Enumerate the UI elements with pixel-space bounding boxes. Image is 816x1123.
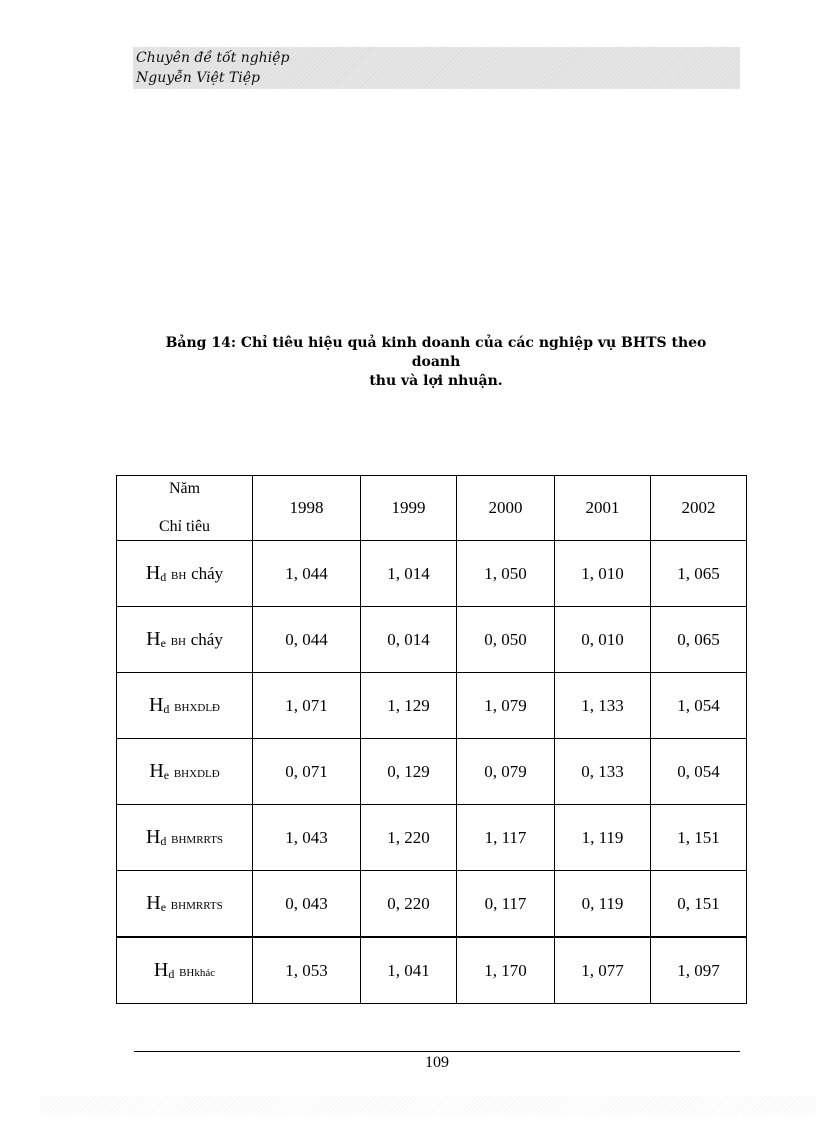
value-cell: 1, 097 — [651, 937, 747, 1004]
efficiency-table — [116, 475, 747, 1004]
value-cell: 1, 079 — [457, 673, 555, 739]
value-cell: 1, 170 — [457, 937, 555, 1004]
table-row — [117, 541, 747, 607]
value-cell: 0, 050 — [457, 607, 555, 673]
indicator-label: BH — [171, 570, 187, 582]
year-header: 2000 — [457, 476, 555, 541]
year-header: 2001 — [555, 476, 651, 541]
value-cell: 1, 044 — [253, 541, 361, 607]
year-header: 1998 — [253, 476, 361, 541]
indicator-symbol: H — [146, 892, 161, 914]
table-row — [117, 739, 747, 805]
value-cell: 0, 220 — [361, 871, 457, 938]
value-cell: 0, 151 — [651, 871, 747, 938]
value-cell: 1, 119 — [555, 805, 651, 871]
value-cell: 0, 043 — [253, 871, 361, 938]
indicator-cell — [117, 607, 253, 673]
indicator-subscript: e — [160, 636, 166, 650]
table-header-row — [117, 476, 747, 541]
value-cell: 0, 119 — [555, 871, 651, 938]
value-cell: 1, 043 — [253, 805, 361, 871]
value-cell: 0, 129 — [361, 739, 457, 805]
value-cell: 1, 220 — [361, 805, 457, 871]
indicator-subscript: e — [160, 900, 167, 914]
page-number: 109 — [425, 1054, 449, 1071]
value-cell: 1, 071 — [253, 673, 361, 739]
indicator-tail: cháy — [190, 630, 223, 649]
indicator-cell — [117, 871, 253, 938]
footer-divider — [134, 1051, 740, 1052]
indicator-label: BHXDLĐ — [173, 768, 220, 780]
table-row — [117, 871, 747, 938]
caption-line-1: Bảng 14: Chỉ tiêu hiệu quả kinh doanh của các nghiệp vụ BHTS theo doanh — [165, 335, 707, 370]
indicator-symbol: H — [145, 562, 161, 584]
header-title: Chuyên đề tốt nghiệp — [136, 50, 290, 66]
value-cell: 1, 014 — [361, 541, 457, 607]
bottom-shading — [40, 1096, 816, 1116]
value-cell: 0, 071 — [253, 739, 361, 805]
indicator-cell — [117, 739, 253, 805]
value-cell: 0, 117 — [457, 871, 555, 938]
indicator-symbol: H — [149, 760, 164, 782]
year-header: 1999 — [361, 476, 457, 541]
table-row — [117, 805, 747, 871]
value-cell: 1, 065 — [651, 541, 747, 607]
value-cell: 1, 053 — [253, 937, 361, 1004]
indicator-symbol: H — [146, 628, 161, 650]
indicator-label: BHMRRTS — [170, 900, 223, 912]
corner-year-label: Năm — [168, 480, 201, 497]
indicator-symbol: H — [148, 694, 164, 716]
caption-line-2: thu và lợi nhuận. — [369, 373, 503, 389]
indicator-subscript: d — [168, 967, 175, 981]
value-cell: 1, 151 — [651, 805, 747, 871]
indicator-subscript: d — [160, 834, 167, 848]
indicator-symbol: H — [145, 826, 161, 848]
value-cell: 1, 050 — [457, 541, 555, 607]
value-cell: 1, 117 — [457, 805, 555, 871]
table-row — [117, 937, 747, 1004]
value-cell: 0, 054 — [651, 739, 747, 805]
indicator-cell — [117, 673, 253, 739]
year-header: 2002 — [651, 476, 747, 541]
table-row — [117, 673, 747, 739]
header-author: Nguyễn Việt Tiệp — [136, 70, 260, 86]
indicator-cell — [117, 541, 253, 607]
indicator-label: BH — [170, 636, 186, 648]
indicator-label: BHMRRTS — [171, 834, 224, 846]
indicator-cell — [117, 805, 253, 871]
value-cell: 0, 133 — [555, 739, 651, 805]
table-caption — [140, 334, 732, 391]
indicator-cell — [117, 937, 253, 1004]
indicator-subscript: d — [163, 702, 170, 716]
indicator-label: BHkhác — [179, 967, 216, 979]
value-cell: 0, 044 — [253, 607, 361, 673]
value-cell: 1, 041 — [361, 937, 457, 1004]
value-cell: 1, 129 — [361, 673, 457, 739]
indicator-symbol: H — [153, 959, 169, 981]
indicator-label: BHXDLĐ — [174, 702, 221, 714]
indicator-subscript: e — [163, 768, 170, 782]
value-cell: 1, 054 — [651, 673, 747, 739]
indicator-tail: cháy — [191, 564, 224, 583]
value-cell: 1, 010 — [555, 541, 651, 607]
value-cell: 0, 010 — [555, 607, 651, 673]
indicator-subscript: d — [160, 570, 167, 584]
value-cell: 1, 133 — [555, 673, 651, 739]
value-cell: 0, 014 — [361, 607, 457, 673]
table-row — [117, 607, 747, 673]
corner-indicator-label: Chỉ tiêu — [158, 518, 211, 535]
value-cell: 0, 079 — [457, 739, 555, 805]
running-header — [133, 47, 740, 89]
value-cell: 1, 077 — [555, 937, 651, 1004]
value-cell: 0, 065 — [651, 607, 747, 673]
corner-cell — [117, 476, 253, 541]
